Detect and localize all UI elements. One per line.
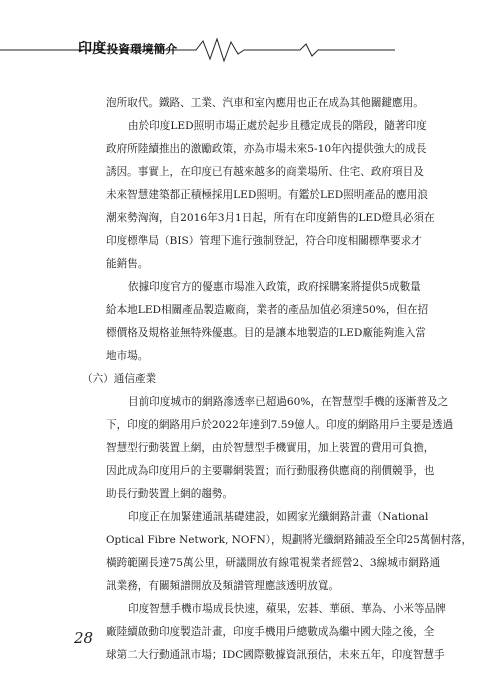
body-line: 助長行動裝置上網的趨勢。 xyxy=(106,488,234,500)
body-line: 潮來勢洶洶，自2016年3月1日起，所有在印度銷售的LED燈具必須在 xyxy=(106,212,435,224)
body-line: 訊業務，有關頻譜開放及頻譜管理應該透明放寬。 xyxy=(106,580,340,592)
section-heading: （六）通信產業 xyxy=(82,373,157,385)
header-title xyxy=(78,38,177,58)
body-line: 標價格及規格並無特殊優惠。目的是讓本地製造的LED廠能夠進入當 xyxy=(106,327,426,339)
body-line: 政府所陸續推出的激勵政策，亦為市場未來5-10年內提供強大的成長 xyxy=(106,143,427,155)
body-line: 因此成為印度用戶的主要聯網裝置；而行動服務供應商的削價競爭，也 xyxy=(106,465,435,477)
body-line: 印度正在加緊建通訊基礎建設，如國家光纖網路計畫（National xyxy=(128,511,429,523)
page-header xyxy=(0,0,480,70)
body-line: 印度標準局（BIS）管理下進行強制登記，符合印度相關標準要求才 xyxy=(106,235,422,247)
body-line: 球第二大行動通訊市場；IDC國際數據資訊預估，未來五年，印度智慧手 xyxy=(106,649,445,661)
body-line: 給本地LED相關產品製造廠商，業者的產品加值必須達50%，但在招 xyxy=(106,304,429,316)
page-number: 28 xyxy=(74,629,94,647)
header-heartbeat-rule xyxy=(0,30,480,70)
body-line: 印度智慧手機市場成長快速，蘋果，宏碁、華碩、華為、小米等品牌 xyxy=(128,603,446,615)
body-line: 地市場。 xyxy=(106,350,149,362)
header-title-main: 印度 xyxy=(78,41,107,57)
body-line: 下，印度的網路用戶於2022年達到7.59億人。印度的網路用戶主要是透過 xyxy=(106,419,454,431)
header-title-sub: 投資環境簡介 xyxy=(106,42,178,56)
body-line: 未來智慧建築都正積極採用LED照明。有鑑於LED照明產品的應用浪 xyxy=(106,189,428,201)
body-line: 目前印度城市的網路滲透率已超過60%，在智慧型手機的逐漸普及之 xyxy=(128,396,449,408)
body-line: 依據印度官方的優惠市場准入政策，政府採購案將提供5成數量 xyxy=(128,281,421,293)
body-line: 廠陸續啟動印度製造計畫，印度手機用戶總數成為繼中國大陸之後，全 xyxy=(106,626,435,638)
body-line: 橫跨範圍長達75萬公里，研議開放有線電視業者經營2、3線城市網路通 xyxy=(106,557,441,569)
body-line: 誘因。事實上，在印度已有越來越多的商業場所、住宅、政府項目及 xyxy=(106,166,424,178)
body-line: 泡所取代。鐵路、工業、汽車和室內應用也正在成為其他關鍵應用。 xyxy=(106,97,424,109)
body-line: 智慧型行動裝置上網，由於智慧型手機實用，加上裝置的費用可負擔， xyxy=(106,442,435,454)
body-line: Optical Fibre Network, NOFN），規劃將光纖網路鋪設至全印25萬個村落， xyxy=(106,534,472,546)
body-line: 由於印度LED照明市場正處於起步且穩定成長的階段，隨著印度 xyxy=(128,120,427,132)
body-line: 能銷售。 xyxy=(106,258,149,270)
